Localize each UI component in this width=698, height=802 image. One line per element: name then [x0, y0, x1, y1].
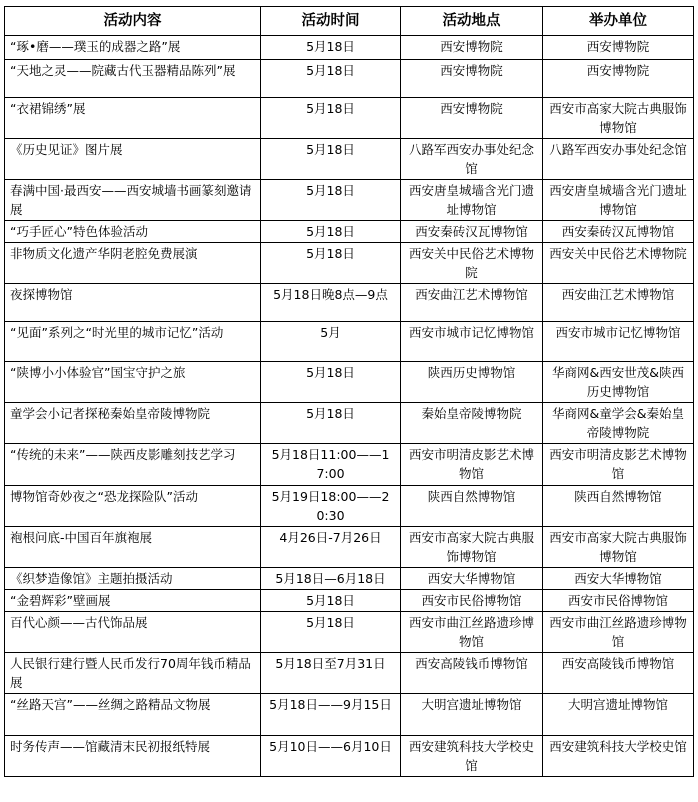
- event-organizer-cell: 大明宫遗址博物馆: [543, 694, 694, 736]
- event-content-cell: “衣裙锦绣”展: [5, 98, 261, 139]
- event-location-cell: 秦始皇帝陵博物院: [401, 403, 543, 444]
- event-location-cell: 西安博物院: [401, 98, 543, 139]
- event-organizer-cell: 西安博物院: [543, 60, 694, 98]
- event-organizer-cell: 西安市民俗博物馆: [543, 590, 694, 612]
- event-organizer-cell: 华商网&童学会&秦始皇帝陵博物院: [543, 403, 694, 444]
- event-content-cell: 非物质文化遗产华阴老腔免费展演: [5, 243, 261, 284]
- table-row: [5, 98, 694, 139]
- event-time-cell: 5月18日: [261, 36, 401, 60]
- event-content-cell: “金碧辉彩”壁画展: [5, 590, 261, 612]
- event-location-cell: 西安市民俗博物馆: [401, 590, 543, 612]
- event-time-cell: 5月: [261, 322, 401, 362]
- event-time-cell: 5月18日——9月15日: [261, 694, 401, 736]
- event-organizer-cell: 西安曲江艺术博物馆: [543, 284, 694, 322]
- event-location-cell: 西安市城市记忆博物馆: [401, 322, 543, 362]
- event-content-cell: “丝路天宫”——丝绸之路精品文物展: [5, 694, 261, 736]
- event-organizer-cell: 西安市明清皮影艺术博物馆: [543, 444, 694, 486]
- event-content-cell: 人民银行建行暨人民币发行70周年钱币精品展: [5, 653, 261, 694]
- header-row: [5, 7, 694, 36]
- event-organizer-cell: 西安市曲江丝路遗珍博物馆: [543, 612, 694, 653]
- event-location-cell: 西安市明清皮影艺术博物馆: [401, 444, 543, 486]
- event-content-cell: “巧手匠心”特色体验活动: [5, 221, 261, 243]
- event-content-cell: 袍根问底-中国百年旗袍展: [5, 527, 261, 568]
- table-row: [5, 590, 694, 612]
- event-location-cell: 大明宫遗址博物馆: [401, 694, 543, 736]
- event-time-cell: 5月18日: [261, 139, 401, 180]
- table-body: [5, 36, 694, 777]
- event-time-cell: 5月19日18:00——20:30: [261, 486, 401, 527]
- table-row: [5, 60, 694, 98]
- table-row: [5, 444, 694, 486]
- table-row: [5, 221, 694, 243]
- table-row: [5, 403, 694, 444]
- table-row: [5, 284, 694, 322]
- table-row: [5, 180, 694, 221]
- event-location-cell: 陕西自然博物馆: [401, 486, 543, 527]
- event-content-cell: 百代心颜——古代饰品展: [5, 612, 261, 653]
- header-organizer: 举办单位: [543, 7, 694, 36]
- event-time-cell: 5月18日: [261, 180, 401, 221]
- event-location-cell: 西安曲江艺术博物馆: [401, 284, 543, 322]
- table-row: [5, 612, 694, 653]
- event-time-cell: 5月18日至7月31日: [261, 653, 401, 694]
- event-content-cell: “传统的未来”——陕西皮影雕刻技艺学习: [5, 444, 261, 486]
- event-time-cell: 5月18日: [261, 590, 401, 612]
- table-row: [5, 486, 694, 527]
- event-content-cell: 童学会小记者探秘秦始皇帝陵博物院: [5, 403, 261, 444]
- event-organizer-cell: 华商网&西安世茂&陕西历史博物馆: [543, 362, 694, 403]
- event-organizer-cell: 西安关中民俗艺术博物院: [543, 243, 694, 284]
- event-organizer-cell: 西安市城市记忆博物馆: [543, 322, 694, 362]
- event-time-cell: 5月18日: [261, 362, 401, 403]
- event-location-cell: 西安大华博物馆: [401, 568, 543, 590]
- event-organizer-cell: 西安建筑科技大学校史馆: [543, 736, 694, 777]
- event-time-cell: 5月18日11:00——17:00: [261, 444, 401, 486]
- event-location-cell: 西安博物院: [401, 60, 543, 98]
- event-time-cell: 5月18日: [261, 221, 401, 243]
- table-row: [5, 139, 694, 180]
- event-organizer-cell: 西安市高家大院古典服饰博物馆: [543, 98, 694, 139]
- event-location-cell: 西安高陵钱币博物馆: [401, 653, 543, 694]
- table-row: [5, 568, 694, 590]
- table-row: [5, 736, 694, 777]
- event-time-cell: 5月10日——6月10日: [261, 736, 401, 777]
- table-row: [5, 527, 694, 568]
- table-row: [5, 243, 694, 284]
- event-location-cell: 西安唐皇城墙含光门遗址博物馆: [401, 180, 543, 221]
- event-location-cell: 西安市曲江丝路遗珍博物馆: [401, 612, 543, 653]
- event-location-cell: 西安市高家大院古典服饰博物馆: [401, 527, 543, 568]
- event-time-cell: 4月26日-7月26日: [261, 527, 401, 568]
- event-organizer-cell: 西安秦砖汉瓦博物馆: [543, 221, 694, 243]
- table-row: [5, 36, 694, 60]
- event-time-cell: 5月18日—6月18日: [261, 568, 401, 590]
- event-content-cell: 博物馆奇妙夜之“恐龙探险队”活动: [5, 486, 261, 527]
- event-time-cell: 5月18日晚8点—9点: [261, 284, 401, 322]
- event-location-cell: 西安秦砖汉瓦博物馆: [401, 221, 543, 243]
- event-location-cell: 西安关中民俗艺术博物院: [401, 243, 543, 284]
- event-location-cell: 陕西历史博物馆: [401, 362, 543, 403]
- event-content-cell: 春满中国·最西安——西安城墙书画篆刻邀请展: [5, 180, 261, 221]
- event-content-cell: 《历史见证》图片展: [5, 139, 261, 180]
- event-time-cell: 5月18日: [261, 612, 401, 653]
- table-row: [5, 653, 694, 694]
- event-time-cell: 5月18日: [261, 98, 401, 139]
- table-row: [5, 694, 694, 736]
- event-location-cell: 西安博物院: [401, 36, 543, 60]
- table-row: [5, 322, 694, 362]
- event-organizer-cell: 西安市高家大院古典服饰博物馆: [543, 527, 694, 568]
- event-organizer-cell: 西安博物院: [543, 36, 694, 60]
- event-content-cell: 《织梦造像馆》主题拍摄活动: [5, 568, 261, 590]
- event-content-cell: 夜探博物馆: [5, 284, 261, 322]
- event-organizer-cell: 八路军西安办事处纪念馆: [543, 139, 694, 180]
- event-organizer-cell: 西安高陵钱币博物馆: [543, 653, 694, 694]
- event-organizer-cell: 西安唐皇城墙含光门遗址博物馆: [543, 180, 694, 221]
- event-time-cell: 5月18日: [261, 403, 401, 444]
- event-time-cell: 5月18日: [261, 243, 401, 284]
- header-content: 活动内容: [5, 7, 261, 36]
- events-table: [4, 6, 694, 777]
- event-content-cell: “天地之灵——院藏古代玉器精品陈列”展: [5, 60, 261, 98]
- event-location-cell: 八路军西安办事处纪念馆: [401, 139, 543, 180]
- event-content-cell: “陕博小小体验官”国宝守护之旅: [5, 362, 261, 403]
- event-content-cell: 时务传声——馆藏清末民初报纸特展: [5, 736, 261, 777]
- event-organizer-cell: 陕西自然博物馆: [543, 486, 694, 527]
- event-organizer-cell: 西安大华博物馆: [543, 568, 694, 590]
- event-time-cell: 5月18日: [261, 60, 401, 98]
- event-content-cell: “琢•磨——璞玉的成器之路”展: [5, 36, 261, 60]
- event-location-cell: 西安建筑科技大学校史馆: [401, 736, 543, 777]
- table-row: [5, 362, 694, 403]
- header-location: 活动地点: [401, 7, 543, 36]
- event-content-cell: “见面”系列之“时光里的城市记忆”活动: [5, 322, 261, 362]
- header-time: 活动时间: [261, 7, 401, 36]
